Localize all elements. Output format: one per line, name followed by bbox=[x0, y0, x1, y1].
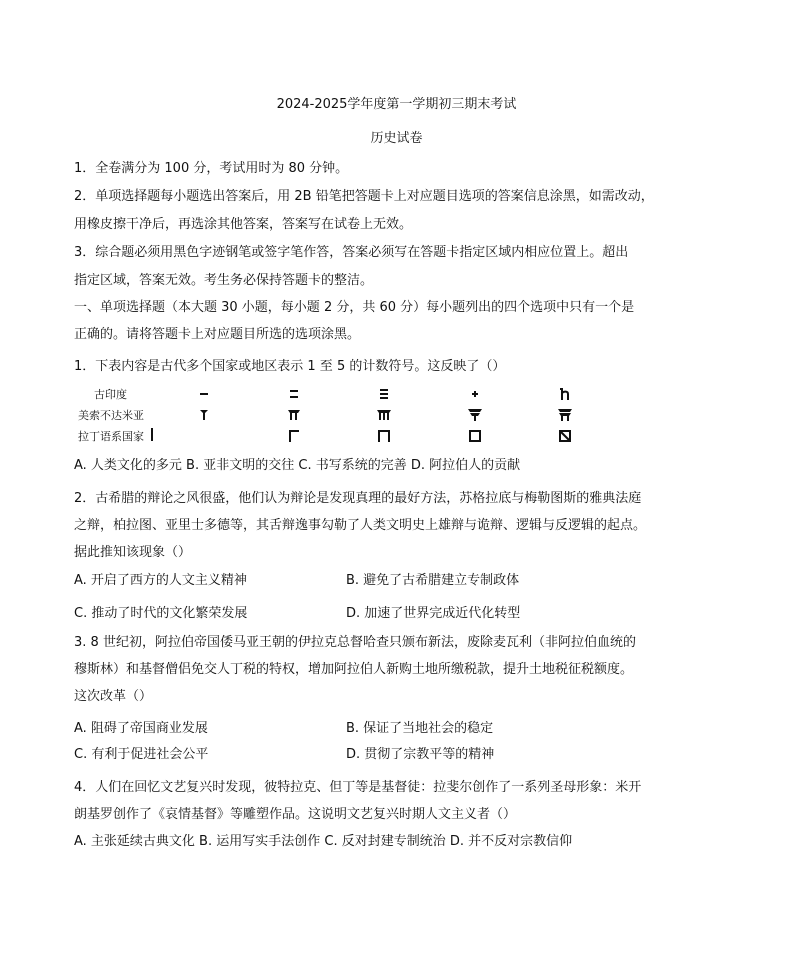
q3-option-d: D. 贯彻了宗教平等的精神 bbox=[346, 747, 495, 762]
latin-symbol-2 bbox=[287, 429, 301, 443]
mesopotamia-symbol-4 bbox=[468, 408, 482, 422]
india-symbol-5 bbox=[558, 387, 572, 401]
mesopotamia-symbol-1 bbox=[197, 408, 211, 422]
q2-stem-line-2: 之辩，柏拉图、亚里士多德等，其舌辩逸事勾勒了人类文明史上雄辩与诡辩、逻辑与反逻辑的起点。 bbox=[74, 518, 647, 533]
latin-symbol-3 bbox=[377, 429, 391, 443]
q4-stem-line-2: 朗基罗创作了《哀情基督》等雕塑作品。这说明文艺复兴时期人文主义者（） bbox=[74, 807, 517, 822]
q3-option-b: B. 保证了当地社会的稳定 bbox=[346, 721, 494, 736]
section-heading: 一、单项选择题（本大题 30 小题，每小题 2 分，共 60 分）每小题列出的四个选项中只有一个是 bbox=[74, 300, 635, 315]
mesopotamia-symbol-2 bbox=[287, 408, 301, 422]
q2-option-a: A. 开启了西方的人文主义精神 bbox=[74, 573, 247, 588]
numeral-table bbox=[74, 383, 634, 447]
q2-option-c: C. 推动了时代的文化繁荣发展 bbox=[74, 606, 248, 621]
india-symbol-4 bbox=[468, 387, 482, 401]
instruction-2-cont: 用橡皮擦干净后，再选涂其他答案，答案写在试卷上无效。 bbox=[74, 217, 413, 232]
mesopotamia-symbol-3 bbox=[377, 408, 391, 422]
q2-stem-line-1: 2．古希腊的辩论之风很盛，他们认为辩论是发现真理的最好方法，苏格拉底与梅勒图斯的雅典法庭 bbox=[74, 491, 642, 506]
india-symbol-1 bbox=[197, 387, 211, 401]
q2-option-d: D. 加速了世界完成近代化转型 bbox=[346, 606, 521, 621]
row-label-india: 古印度 bbox=[94, 388, 127, 401]
q2-stem-line-3: 据此推知该现象（） bbox=[74, 545, 192, 560]
instruction-2: 2．单项选择题每小题选出答案后，用 2B 铅笔把答题卡上对应题目选项的答案信息涂黑，如需改动， bbox=[74, 189, 654, 204]
table-bar bbox=[151, 428, 153, 441]
q1-options: A. 人类文化的多元 B. 亚非文明的交往 C. 书写系统的完善 D. 阿拉伯人的贡献 bbox=[74, 458, 521, 473]
exam-title: 2024-2025学年度第一学期初三期末考试 bbox=[276, 97, 517, 112]
q1-stem: 1．下表内容是古代多个国家或地区表示 1 至 5 的计数符号。这反映了（） bbox=[74, 359, 506, 374]
india-symbol-3 bbox=[377, 387, 391, 401]
instruction-3: 3．综合题必须用黑色字迹钢笔或签字笔作答，答案必须写在答题卡指定区域内相应位置上。超出 bbox=[74, 245, 629, 260]
india-symbol-2 bbox=[287, 387, 301, 401]
section-heading-cont: 正确的。请将答题卡上对应题目所选的选项涂黑。 bbox=[74, 327, 361, 342]
exam-subject: 历史试卷 bbox=[370, 131, 423, 146]
instruction-3-cont: 指定区域，答案无效。考生务必保持答题卡的整洁。 bbox=[74, 273, 374, 288]
instruction-1: 1．全卷满分为 100 分，考试用时为 80 分钟。 bbox=[74, 161, 349, 176]
q3-option-a: A. 阻碍了帝国商业发展 bbox=[74, 721, 208, 736]
q3-stem-line-1: 3. 8 世纪初，阿拉伯帝国倭马亚王朝的伊拉克总督哈查只颁布新法，废除麦瓦利（非阿拉伯血统的 bbox=[74, 635, 636, 650]
q3-option-c: C. 有利于促进社会公平 bbox=[74, 747, 209, 762]
q3-stem-line-3: 这次改革（） bbox=[74, 689, 153, 704]
q3-stem-line-2: 穆斯林）和基督僧侣免交人丁税的特权，增加阿拉伯人新购土地所缴税款，提升土地税征税额度。 bbox=[74, 662, 634, 677]
latin-symbol-4 bbox=[468, 429, 482, 443]
q2-option-b: B. 避免了古希腊建立专制政体 bbox=[346, 573, 520, 588]
mesopotamia-symbol-5 bbox=[558, 408, 572, 422]
row-label-latin: 拉丁语系国家 bbox=[78, 430, 144, 443]
row-label-mesopotamia: 美索不达米亚 bbox=[78, 409, 144, 422]
q4-options: A. 主张延续古典文化 B. 运用写实手法创作 C. 反对封建专制统治 D. 并不反对宗教信仰 bbox=[74, 834, 573, 849]
latin-symbol-5 bbox=[558, 429, 572, 443]
q4-stem-line-1: 4．人们在回忆文艺复兴时发现，彼特拉克、但丁等是基督徒：拉斐尔创作了一系列圣母形象：米开 bbox=[74, 780, 642, 795]
